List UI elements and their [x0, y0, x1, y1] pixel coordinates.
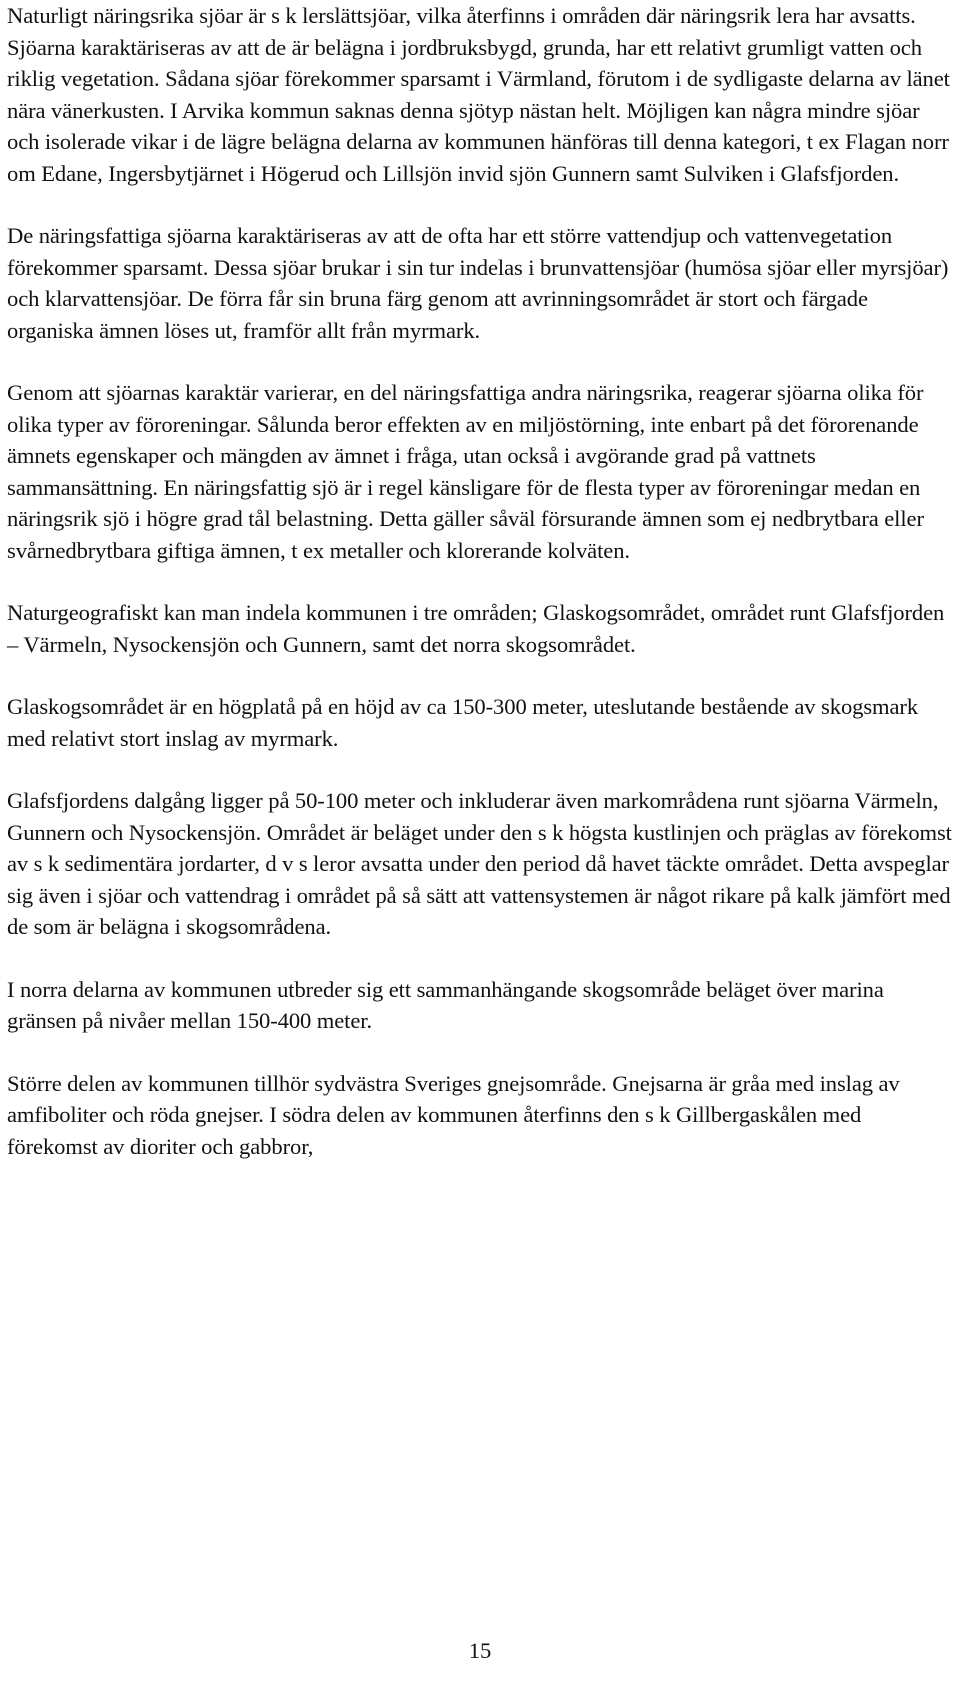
paragraph-pollution-sensitivity: Genom att sjöarnas karaktär varierar, en del näringsfattiga andra näringsrika, reagerar sjöarna olika för olika typer av föroreningar. Sålunda beror effekten av en miljöstörning, inte enbart på det förorenande ämnets egenskaper och mängden av ämnet i fråga, utan också i avgörande grad på vattnets sammansättning. En näringsfattig sjö är i regel känsligare för de flesta typer av föroreningar medan en näringsrik sjö i högre grad tål belastning. Detta gäller såväl försurande ämnen som ej nedbrytbara eller svårnedbrytbara giftiga ämnen, t ex metaller och klorerande kolväten.: [7, 380, 924, 563]
paragraph-lake-types-nutrient-rich: Naturligt näringsrika sjöar är s k lerslättsjöar, vilka återfinns i områden där näringsrik lera har avsatts. Sjöarna karaktäriseras av att de är belägna i jordbruksbygd, grunda, har ett relativt grumligt vatten och riklig vegetation. Sådana sjöar förekommer sparsamt i Värmland, förutom i de sydligaste delarna av länet nära vänerkusten. I Arvika kommun saknas denna sjötyp nästan helt. Möjligen kan några mindre sjöar och isolerade vikar i de lägre belägna delarna av kommunen hänföras till denna kategori, t ex Flagan norr om Edane, Ingersbytjärnet i Högerud och Lillsjön invid sjön Gunnern samt Sulviken i Glafsfjorden.: [7, 3, 950, 186]
paragraph-glaskogen: Glaskogsområdet är en högplatå på en höjd av ca 150-300 meter, uteslutande bestående av skogsmark med relativt stort inslag av myrmark.: [7, 694, 919, 751]
document-page: [7, 0, 955, 1162]
paragraph-nutrient-poor-lakes: De näringsfattiga sjöarna karaktäriseras av att de ofta har ett större vattendjup och vattenvegetation förekommer sparsamt. Dessa sjöar brukar i sin tur indelas i brunvattensjöar (humösa sjöar eller myrsjöar) och klarvattensjöar. De förra får sin bruna färg genom att avrinningsområdet är stort och färgade organiska ämnen löses ut, framför allt från myrmark.: [7, 223, 949, 343]
page-number: 15: [468, 1638, 492, 1663]
paragraph-glafsfjorden-valley: Glafsfjordens dalgång ligger på 50-100 meter och inkluderar även markområdena runt sjöarna Värmeln, Gunnern och Nysockensjön. Området är beläget under den s k högsta kustlinjen och präglas av förekomst av s k sedimentära jordarter, d v s leror avsatta under den period då havet täckte området. Detta avspeglar sig även i sjöar och vattendrag i området på så sätt att vattensystemen är något rikare på kalk jämfört med de som är belägna i skogsområdena.: [7, 788, 952, 939]
paragraph-bedrock: Större delen av kommunen tillhör sydvästra Sveriges gnejsområde. Gnejsarna är gråa med inslag av amfiboliter och röda gnejser. I södra delen av kommunen återfinns den s k Gillbergaskålen med förekomst av dioriter och gabbror,: [7, 1070, 900, 1159]
paragraph-natural-geography: Naturgeografiskt kan man indela kommunen i tre områden; Glaskogsområdet, området runt Glafsfjorden – Värmeln, Nysockensjön och Gunnern, samt det norra skogsområdet.: [7, 600, 945, 657]
paragraph-northern-forest: I norra delarna av kommunen utbreder sig ett sammanhängande skogsområde beläget över marina gränsen på nivåer mellan 150-400 meter.: [7, 976, 884, 1033]
